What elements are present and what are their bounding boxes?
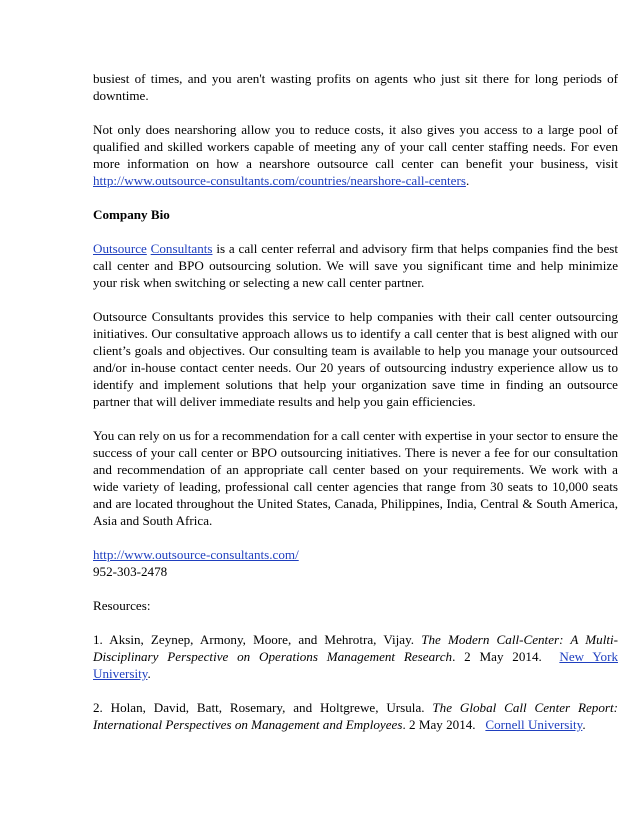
resource-1-prefix: 1. Aksin, Zeynep, Armony, Moore, and Mehrotra, Vijay.	[93, 632, 422, 647]
resource-1-after: .	[147, 666, 151, 681]
bio-link-outsource[interactable]: Outsource	[93, 241, 147, 256]
continuation-paragraph	[93, 70, 618, 104]
resource-2-link[interactable]: Cornell University	[485, 717, 583, 732]
continuation-line-1: busiest of times, and you aren't wasting profits on agents who just sit there for long periods of	[93, 71, 618, 86]
bio-recommendation-paragraph: You can rely on us for a recommendation for a call center with expertise in your sector to ensure the success of your call center or BPO outsourcing initiatives. There is never a fee for our consultation and recommendation of an appropriate call center based on your requirements. We work with a wide variety of leading, professional call center agencies that range from 30 seats to 10,000 seats and are located throughout the United States, Canada, Philippines, India, Central & South America, Asia and South Africa.	[93, 428, 618, 528]
nearshore-text: Not only does nearshoring allow you to reduce costs, it also gives you access to a large pool of qualified and skilled workers capable of meeting any of your call center staffing needs. For even more information on how a nearshore outsource call center can benefit your business, visit	[93, 122, 618, 171]
contact-block	[93, 546, 618, 580]
bio-intro-text: is a call center referral and advisory firm that helps companies find the best call center and BPO outsourcing solution. We will save you significant time and help minimize your risk when switching or selecting a new call center partner.	[93, 241, 618, 290]
resource-2-date: . 2 May 2014.	[402, 717, 486, 732]
nearshore-after: .	[465, 173, 470, 188]
continuation-line-2: downtime.	[93, 88, 149, 103]
resources-heading: Resources:	[93, 598, 151, 613]
nearshore-paragraph	[93, 121, 618, 189]
resource-1-date: . 2 May 2014.	[452, 649, 560, 664]
bio-intro-paragraph	[93, 240, 618, 291]
nearshore-link[interactable]: http://www.outsource-consultants.com/countries/nearshore-call-centers	[93, 173, 466, 188]
phone-number: 952-303-2478	[93, 564, 168, 579]
bio-services-paragraph: Outsource Consultants provides this service to help companies with their call center outsourcing initiatives. Our consultative approach allows us to identify a call center that is best aligned with our client’s goals and objectives. Our consulting team is available to help you manage your outsourced and/or in-house contact center needs. Our 20 years of outsourcing industry experience allow us to identify and implement solutions that help your organization save time in finding an outsource partner that will deliver immediate results and help you gain efficiencies.	[93, 309, 618, 409]
website-link[interactable]: http://www.outsource-consultants.com/	[93, 547, 299, 562]
resource-2-after: .	[582, 717, 586, 732]
resource-1-link[interactable]: New York University	[93, 649, 618, 681]
resource-1-title: The Modern Call-Center: A Multi-Disciplinary Perspective on Operations Management Research	[93, 632, 618, 664]
company-bio-heading: Company Bio	[93, 207, 170, 222]
resource-2-title: The Global Call Center Report: International Perspectives on Management and Employees	[93, 700, 618, 732]
resource-2-prefix: 2. Holan, David, Batt, Rosemary, and Holtgrewe, Ursula.	[93, 700, 433, 715]
resource-item	[93, 699, 618, 733]
bio-link-consultants[interactable]: Consultants	[150, 241, 213, 256]
resource-item	[93, 631, 618, 682]
